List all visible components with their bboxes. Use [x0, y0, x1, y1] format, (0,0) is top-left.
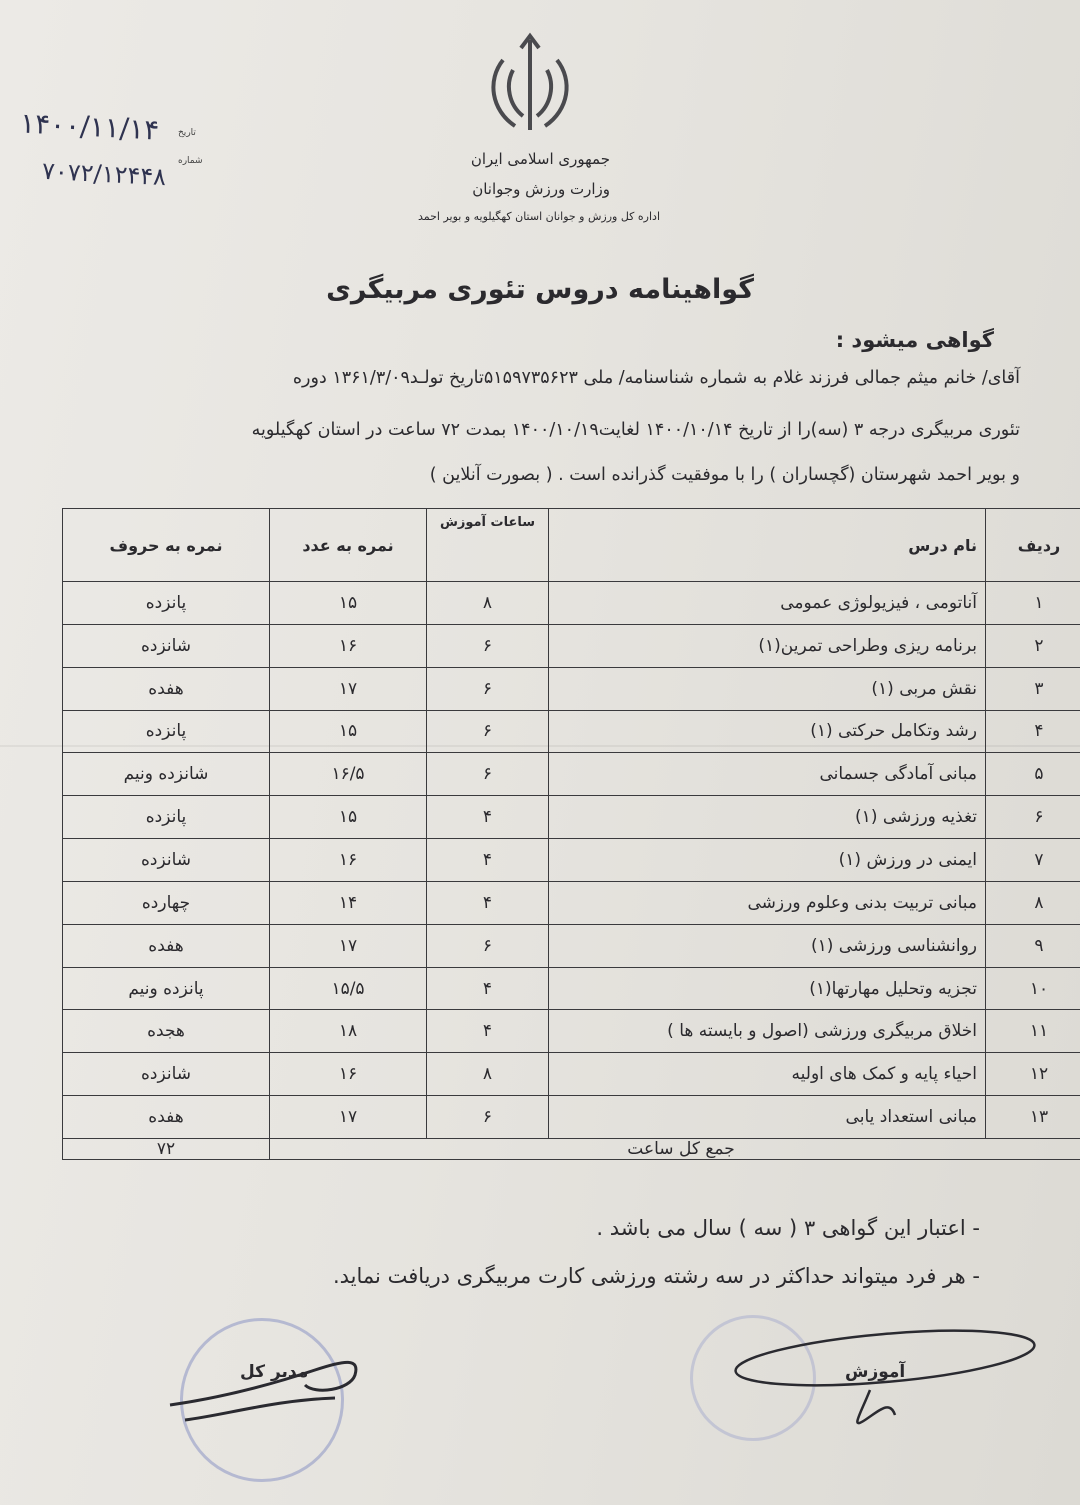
- table-row: [63, 582, 1080, 625]
- paragraph-line-3: و بویر احمد شهرستان (گچساران ) را با موفقیت گذرانده است . ( بصورت آنلاین ): [429, 465, 1020, 485]
- grade-number-cell: ۱۶/۵: [270, 753, 427, 796]
- handwritten-number: ۷۰۷۲/۱۲۴۴۸: [41, 156, 167, 192]
- hours-cell: ۶: [427, 710, 549, 753]
- row-index-cell: ۳: [986, 667, 1080, 710]
- row-index-cell: ۸: [986, 881, 1080, 924]
- paragraph-line-1: آقای/ خانم میثم جمالی فرزند غلام به شماره شناسنامه/ ملی ۵۱۵۹۷۳۵۶۲۳تاریخ تولـد۱۳۶۱/۳/۰۹ دوره: [292, 368, 1020, 388]
- page-title: گواهینامه دروس تئوری مربیگری: [326, 274, 754, 305]
- header-line-2: وزارت ورزش وجوانان: [472, 180, 610, 198]
- grade-words-cell: هفده: [63, 1096, 270, 1139]
- hours-cell: ۸: [427, 582, 549, 625]
- grade-words-cell: هفده: [63, 667, 270, 710]
- header-grade-number: نمره به عدد: [270, 509, 427, 582]
- course-name-cell: مبانی استعداد یابی: [549, 1096, 986, 1139]
- table-row: [63, 624, 1080, 667]
- table-row: [63, 839, 1080, 882]
- hours-cell: ۴: [427, 1010, 549, 1053]
- row-index-cell: ۴: [986, 710, 1080, 753]
- table-row: [63, 967, 1080, 1010]
- course-name-cell: اخلاق مربیگری ورزشی (اصول و بایسته ها ): [549, 1010, 986, 1053]
- grade-number-cell: ۱۷: [270, 1096, 427, 1139]
- row-index-cell: ۱۲: [986, 1053, 1080, 1096]
- table-row: [63, 1053, 1080, 1096]
- row-index-cell: ۹: [986, 924, 1080, 967]
- signature-left-label: مدیر کل: [240, 1362, 309, 1382]
- hours-cell: ۶: [427, 667, 549, 710]
- course-name-cell: روانشناسی ورزشی (۱): [549, 924, 986, 967]
- grade-number-cell: ۱۵: [270, 796, 427, 839]
- hours-cell: ۴: [427, 839, 549, 882]
- grade-number-cell: ۱۴: [270, 881, 427, 924]
- table-row: [63, 1010, 1080, 1053]
- course-name-cell: آناتومی ، فیزیولوژی عمومی: [549, 582, 986, 625]
- hours-cell: ۸: [427, 1053, 549, 1096]
- table-row: [63, 796, 1080, 839]
- grade-words-cell: پانزده ونیم: [63, 967, 270, 1010]
- note-limit: - هر فرد میتواند حداکثر در سه رشته ورزشی کارت مربیگری دریافت نماید.: [332, 1264, 980, 1288]
- grade-words-cell: چهارده: [63, 881, 270, 924]
- handwritten-date: ۱۴۰۰/۱۱/۱۴: [19, 106, 160, 147]
- grades-table: [62, 508, 1080, 1160]
- hours-cell: ۴: [427, 881, 549, 924]
- header-line-1: جمهوری اسلامی ایران: [470, 150, 610, 168]
- hours-cell: ۴: [427, 967, 549, 1010]
- row-index-cell: ۱: [986, 582, 1080, 625]
- course-name-cell: ایمنی در ورزش (۱): [549, 839, 986, 882]
- grade-words-cell: هفده: [63, 924, 270, 967]
- table-row: [63, 753, 1080, 796]
- total-label: جمع کل ساعت: [270, 1139, 1080, 1160]
- table-row: [63, 924, 1080, 967]
- grade-number-cell: ۱۵/۵: [270, 967, 427, 1010]
- grade-number-cell: ۱۵: [270, 582, 427, 625]
- paragraph-line-2: تئوری مربیگری درجه ۳ (سه)را از تاریخ ۱۴۰۰/۱۰/۱۴ لغایت۱۴۰۰/۱۰/۱۹ بمدت ۷۲ ساعت در استان کهگیلویه: [251, 420, 1020, 440]
- signature-left: [165, 1330, 385, 1450]
- row-index-cell: ۷: [986, 839, 1080, 882]
- grade-number-cell: ۱۷: [270, 924, 427, 967]
- grade-words-cell: شانزده: [63, 1053, 270, 1096]
- note-validity: - اعتبار این گواهی ۳ ( سه ) سال می باشد .: [596, 1216, 980, 1240]
- grade-number-cell: ۱۶: [270, 839, 427, 882]
- grade-number-cell: ۱۶: [270, 624, 427, 667]
- course-name-cell: تغذیه ورزشی (۱): [549, 796, 986, 839]
- table-row: [63, 1096, 1080, 1139]
- header-row-index: ردیف: [986, 509, 1080, 582]
- certify-label: گواهی میشود :: [835, 328, 994, 352]
- header-grade-words: نمره به حروف: [63, 509, 270, 582]
- grade-words-cell: هجده: [63, 1010, 270, 1053]
- grade-number-cell: ۱۷: [270, 667, 427, 710]
- row-index-cell: ۱۰: [986, 967, 1080, 1010]
- row-index-cell: ۲: [986, 624, 1080, 667]
- table-row: [63, 881, 1080, 924]
- hours-cell: ۶: [427, 1096, 549, 1139]
- course-name-cell: رشد وتکامل حرکتی (۱): [549, 710, 986, 753]
- grade-number-cell: ۱۸: [270, 1010, 427, 1053]
- table-row: [63, 710, 1080, 753]
- course-name-cell: تجزیه وتحلیل مهارتها(۱): [549, 967, 986, 1010]
- course-name-cell: نقش مربی (۱): [549, 667, 986, 710]
- row-index-cell: ۱۳: [986, 1096, 1080, 1139]
- row-index-cell: ۵: [986, 753, 1080, 796]
- grade-words-cell: شانزده: [63, 624, 270, 667]
- total-value: ۷۲: [63, 1139, 270, 1160]
- signature-right-label: آموزش: [845, 1362, 906, 1382]
- table-total-row: [63, 1139, 1080, 1160]
- header-course-name: نام درس: [549, 509, 986, 582]
- hours-cell: ۶: [427, 624, 549, 667]
- header-line-3: اداره کل ورزش و جوانان استان کهگیلویه و بویر احمد: [417, 210, 660, 223]
- date-label: تاریخ: [178, 128, 196, 138]
- hours-cell: ۶: [427, 753, 549, 796]
- header-hours: ساعات آموزش: [427, 509, 549, 582]
- row-index-cell: ۶: [986, 796, 1080, 839]
- table-row: [63, 667, 1080, 710]
- grade-words-cell: شانزده ونیم: [63, 753, 270, 796]
- number-label: شماره: [178, 156, 203, 166]
- grade-words-cell: پانزده: [63, 582, 270, 625]
- emblem-icon: [485, 30, 575, 140]
- course-name-cell: احیاء پایه و کمک های اولیه: [549, 1053, 986, 1096]
- course-name-cell: مبانی آمادگی جسمانی: [549, 753, 986, 796]
- course-name-cell: برنامه ریزی وطراحی تمرین(۱): [549, 624, 986, 667]
- grade-number-cell: ۱۵: [270, 710, 427, 753]
- grade-number-cell: ۱۶: [270, 1053, 427, 1096]
- course-name-cell: مبانی تربیت بدنی وعلوم ورزشی: [549, 881, 986, 924]
- table-header-row: [63, 509, 1080, 582]
- row-index-cell: ۱۱: [986, 1010, 1080, 1053]
- hours-cell: ۶: [427, 924, 549, 967]
- grade-words-cell: پانزده: [63, 796, 270, 839]
- grade-words-cell: پانزده: [63, 710, 270, 753]
- hours-cell: ۴: [427, 796, 549, 839]
- grade-words-cell: شانزده: [63, 839, 270, 882]
